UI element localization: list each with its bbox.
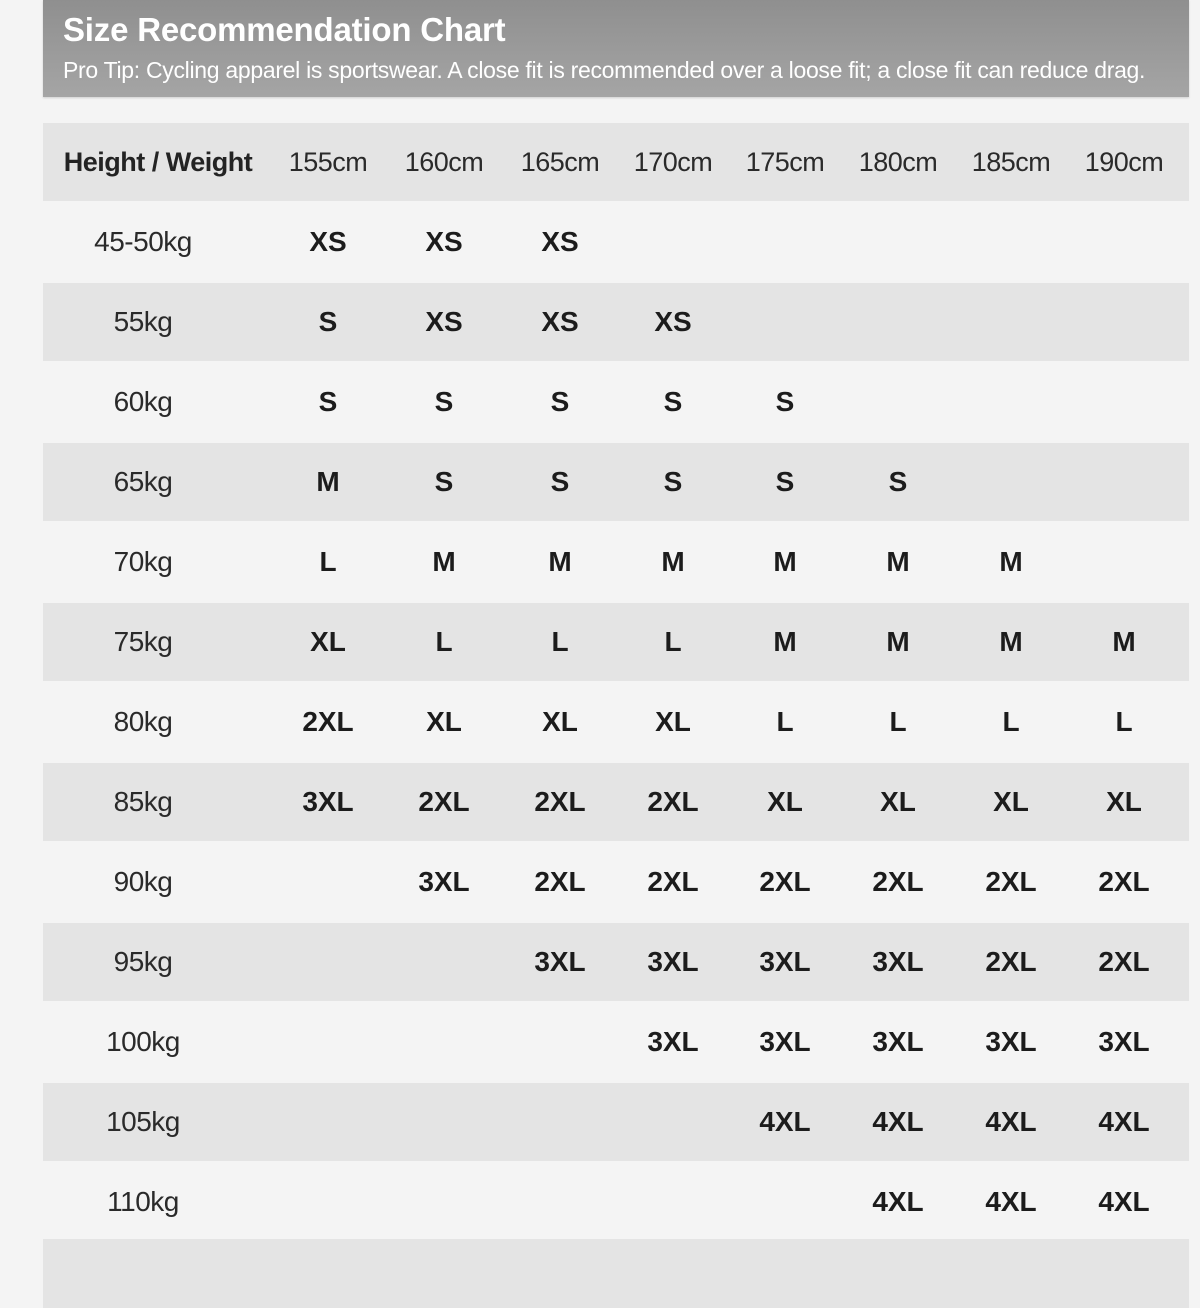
size-cell bbox=[389, 1161, 499, 1243]
row-weight-label: 105kg bbox=[106, 1106, 180, 1137]
size-cell: M bbox=[886, 546, 910, 577]
size-cell: 2XL bbox=[647, 866, 699, 897]
table-row bbox=[43, 361, 1189, 443]
table-row bbox=[43, 841, 1189, 923]
size-cell: L bbox=[435, 626, 453, 657]
size-cell: 4XL bbox=[759, 1106, 811, 1137]
size-cell bbox=[730, 283, 840, 361]
table-row bbox=[43, 681, 1189, 763]
size-cell: S bbox=[663, 386, 683, 417]
size-cell: S bbox=[550, 466, 570, 497]
size-cell bbox=[730, 201, 840, 283]
size-cell: 4XL bbox=[1098, 1186, 1150, 1217]
size-cell: 2XL bbox=[985, 946, 1037, 977]
size-cell: S bbox=[775, 386, 795, 417]
page-title: Size Recommendation Chart bbox=[63, 11, 506, 48]
size-cell bbox=[389, 1001, 499, 1083]
size-cell: XL bbox=[880, 786, 916, 817]
size-cell bbox=[618, 1083, 728, 1161]
size-cell: S bbox=[318, 386, 338, 417]
size-cell: M bbox=[548, 546, 572, 577]
size-cell: S bbox=[434, 466, 454, 497]
size-cell bbox=[505, 1161, 615, 1243]
row-weight-label: 70kg bbox=[113, 546, 173, 577]
table-row bbox=[43, 1161, 1189, 1243]
size-cell: 3XL bbox=[302, 786, 354, 817]
column-header: 185cm bbox=[971, 146, 1051, 177]
size-cell: L bbox=[551, 626, 569, 657]
size-cell bbox=[389, 923, 499, 1001]
size-cell: XL bbox=[767, 786, 803, 817]
row-weight-label: 75kg bbox=[113, 626, 173, 657]
size-cell: 3XL bbox=[418, 866, 470, 897]
size-cell: 2XL bbox=[1098, 946, 1150, 977]
size-cell: M bbox=[773, 546, 797, 577]
size-cell: 4XL bbox=[872, 1106, 924, 1137]
row-weight-label: 60kg bbox=[113, 386, 173, 417]
size-cell: 2XL bbox=[872, 866, 924, 897]
size-cell: 2XL bbox=[534, 786, 586, 817]
size-cell: 4XL bbox=[872, 1186, 924, 1217]
size-cell: 2XL bbox=[647, 786, 699, 817]
row-weight-label: 65kg bbox=[113, 466, 173, 497]
size-cell bbox=[273, 1001, 383, 1083]
size-cell: 3XL bbox=[647, 1026, 699, 1057]
size-cell: 4XL bbox=[985, 1186, 1037, 1217]
size-cell: M bbox=[999, 626, 1023, 657]
size-cell: 3XL bbox=[1098, 1026, 1150, 1057]
table-row bbox=[43, 603, 1189, 681]
size-cell: M bbox=[886, 626, 910, 657]
column-header: 165cm bbox=[520, 146, 600, 177]
table-row bbox=[43, 521, 1189, 603]
size-cell: M bbox=[661, 546, 685, 577]
table-bottom-band bbox=[43, 1239, 1189, 1308]
size-cell: M bbox=[432, 546, 456, 577]
size-cell bbox=[956, 361, 1066, 443]
size-cell bbox=[273, 1083, 383, 1161]
size-cell bbox=[956, 201, 1066, 283]
size-cell: L bbox=[1002, 706, 1020, 737]
size-cell bbox=[505, 1001, 615, 1083]
size-cell bbox=[273, 923, 383, 1001]
size-cell: XS bbox=[654, 306, 692, 337]
size-cell: 2XL bbox=[418, 786, 470, 817]
size-cell bbox=[730, 1161, 840, 1243]
size-cell bbox=[843, 361, 953, 443]
size-cell bbox=[843, 283, 953, 361]
size-cell bbox=[1069, 361, 1179, 443]
size-cell: 2XL bbox=[759, 866, 811, 897]
column-header: 155cm bbox=[288, 146, 368, 177]
column-header: 180cm bbox=[858, 146, 938, 177]
size-cell: XL bbox=[542, 706, 578, 737]
size-cell: S bbox=[888, 466, 908, 497]
row-weight-label: 80kg bbox=[113, 706, 173, 737]
size-chart-table bbox=[43, 123, 1189, 1243]
size-cell: S bbox=[663, 466, 683, 497]
size-cell: XS bbox=[541, 226, 579, 257]
size-cell bbox=[389, 1083, 499, 1161]
column-header: 170cm bbox=[633, 146, 713, 177]
size-cell: XL bbox=[655, 706, 691, 737]
size-cell: 3XL bbox=[759, 1026, 811, 1057]
size-cell: L bbox=[776, 706, 794, 737]
size-cell bbox=[273, 1161, 383, 1243]
size-cell: XS bbox=[425, 306, 463, 337]
size-cell: 3XL bbox=[872, 946, 924, 977]
size-cell: L bbox=[1115, 706, 1133, 737]
size-cell bbox=[843, 201, 953, 283]
size-cell: L bbox=[889, 706, 907, 737]
row-weight-label: 110kg bbox=[107, 1186, 179, 1217]
size-cell: 4XL bbox=[985, 1106, 1037, 1137]
size-cell bbox=[956, 283, 1066, 361]
column-header: 175cm bbox=[745, 146, 825, 177]
row-weight-label: 95kg bbox=[113, 946, 173, 977]
size-cell: M bbox=[999, 546, 1023, 577]
title-banner bbox=[43, 0, 1189, 97]
size-cell: 3XL bbox=[985, 1026, 1037, 1057]
row-weight-label: 90kg bbox=[113, 866, 173, 897]
row-weight-label: 55kg bbox=[113, 306, 173, 337]
size-cell: M bbox=[1112, 626, 1136, 657]
size-cell bbox=[273, 841, 383, 923]
size-cell: XL bbox=[1106, 786, 1142, 817]
row-weight-label: 85kg bbox=[113, 786, 173, 817]
size-cell: L bbox=[664, 626, 682, 657]
size-cell: 3XL bbox=[647, 946, 699, 977]
size-cell: S bbox=[434, 386, 454, 417]
table-header-row bbox=[43, 123, 1189, 201]
row-weight-label: 45-50kg bbox=[94, 226, 192, 257]
size-cell: 4XL bbox=[1098, 1106, 1150, 1137]
size-cell bbox=[1069, 283, 1179, 361]
size-cell: 3XL bbox=[872, 1026, 924, 1057]
size-cell: S bbox=[550, 386, 570, 417]
header-corner-label: Height / Weight bbox=[63, 146, 253, 177]
size-cell bbox=[505, 1083, 615, 1161]
size-cell: 2XL bbox=[302, 706, 354, 737]
size-cell bbox=[618, 1161, 728, 1243]
table-row bbox=[43, 763, 1189, 841]
table-row bbox=[43, 1001, 1189, 1083]
table-row bbox=[43, 923, 1189, 1001]
size-cell: 2XL bbox=[534, 866, 586, 897]
table-row bbox=[43, 201, 1189, 283]
row-weight-label: 100kg bbox=[106, 1026, 180, 1057]
size-cell bbox=[956, 443, 1066, 521]
size-cell: 2XL bbox=[1098, 866, 1150, 897]
size-cell bbox=[1069, 521, 1179, 603]
table-row bbox=[43, 283, 1189, 361]
size-cell: XL bbox=[426, 706, 462, 737]
size-cell: M bbox=[773, 626, 797, 657]
size-cell: XS bbox=[309, 226, 347, 257]
table-row bbox=[43, 1083, 1189, 1161]
size-cell: 3XL bbox=[759, 946, 811, 977]
table-row bbox=[43, 443, 1189, 521]
size-cell: XS bbox=[425, 226, 463, 257]
size-cell: L bbox=[319, 546, 337, 577]
size-cell: S bbox=[318, 306, 338, 337]
size-cell: M bbox=[316, 466, 340, 497]
size-cell: XL bbox=[310, 626, 346, 657]
column-header: 160cm bbox=[404, 146, 484, 177]
column-header: 190cm bbox=[1084, 146, 1164, 177]
size-cell: XS bbox=[541, 306, 579, 337]
size-cell bbox=[1069, 201, 1179, 283]
size-cell: 3XL bbox=[534, 946, 586, 977]
size-cell: XL bbox=[993, 786, 1029, 817]
size-cell: S bbox=[775, 466, 795, 497]
size-cell bbox=[1069, 443, 1179, 521]
size-cell: 2XL bbox=[985, 866, 1037, 897]
pro-tip-text: Pro Tip: Cycling apparel is sportswear. A close fit is recommended over a loose fit; a close fit can reduce drag. bbox=[63, 57, 1146, 83]
size-cell bbox=[618, 201, 728, 283]
